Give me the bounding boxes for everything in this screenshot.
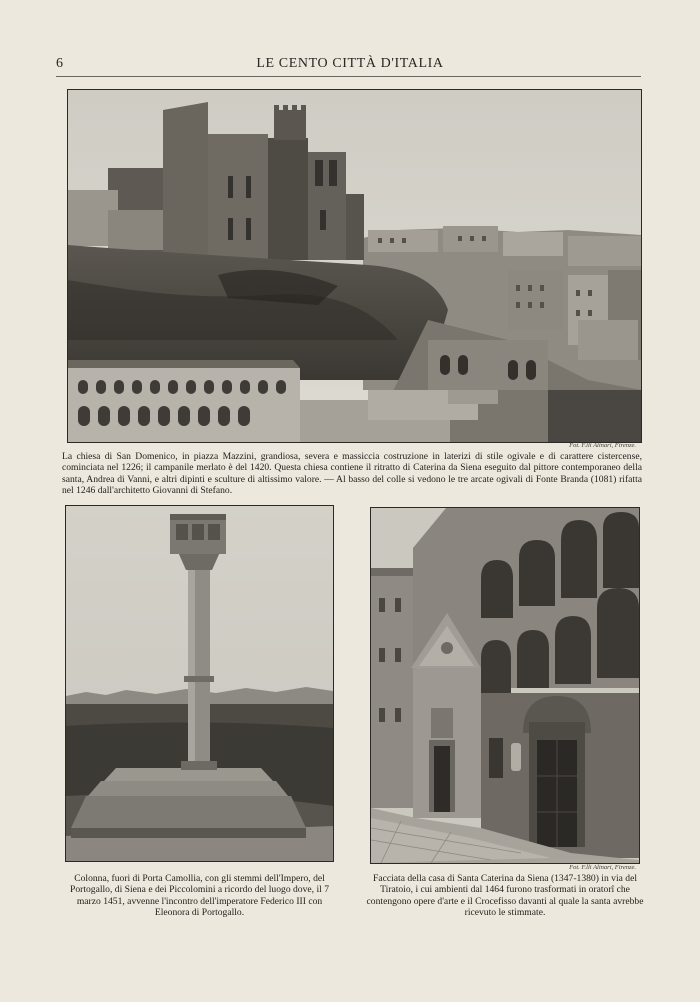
photo-credit-right: Fot. F.lli Alinari, Firenze. bbox=[569, 864, 636, 871]
caption-san-domenico: La chiesa di San Domenico, in piazza Mazzini, grandiosa, severa e massiccia costruzione in laterizi di stile ogivale e di carattere cistercense, cominciata nel 1226; il campanile merlato è del 1420. Questa chiesa contiene il ritratto di Caterina da Siena eseguito dal pittore contemporaneo della santa, Andrea di Vanni, e altri dipinti e sculture di altissimo valore. — Al basso del colle si vedono le tre arcate ogivali di Fonte Branda (1081) rifatta nel 1246 dall'architetto Giovanni di Stefano. bbox=[62, 451, 642, 497]
photo-credit-top: Fot. F.lli Alinari, Firenze. bbox=[569, 442, 636, 449]
photo-san-domenico bbox=[67, 89, 642, 443]
page-number: 6 bbox=[56, 56, 63, 71]
header-rule bbox=[56, 76, 641, 77]
caption-casa-santa-caterina: Facciata della casa di Santa Caterina da Siena (1347-1380) in via del Tiratoio, i cui ambienti dal 1464 furono trasformati in oratorî che contengono opere d'arte e il Crocefisso davanti al quale la santa avrebbe ricevuto le stimmate. bbox=[366, 873, 644, 919]
photo-casa-santa-caterina bbox=[370, 507, 640, 864]
photo-colonna bbox=[65, 505, 334, 862]
caption-colonna: Colonna, fuori di Porta Camollia, con gli stemmi dell'Impero, del Portogallo, di Siena e dei Piccolomini a ricordo del luogo dove, il 7 marzo 1451, avvenne l'incontro dell'imperatore Federico III con Eleonora di Portogallo. bbox=[70, 873, 329, 919]
running-title: LE CENTO CITTÀ D'ITALIA bbox=[256, 56, 444, 71]
